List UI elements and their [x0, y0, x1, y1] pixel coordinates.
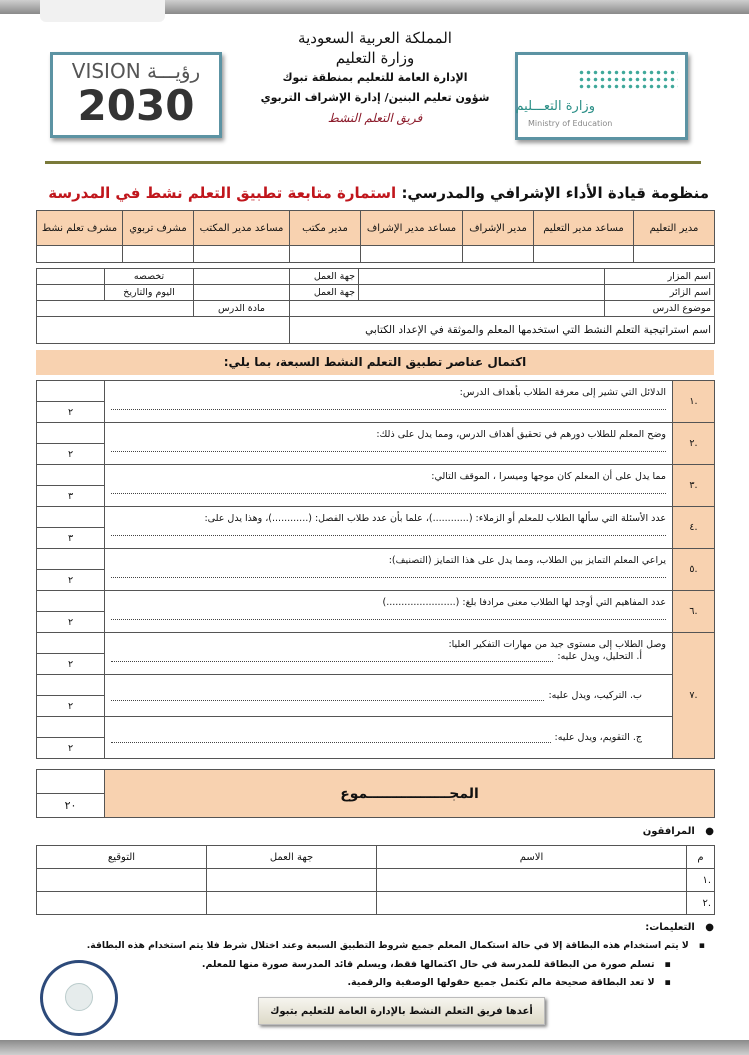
visitor-field[interactable]: [359, 285, 605, 301]
work-field[interactable]: [207, 892, 377, 915]
criterion-answer-line[interactable]: [111, 568, 666, 578]
ministry-name: وزارة التعليم: [335, 49, 415, 67]
criterion-answer-line[interactable]: [111, 652, 553, 662]
title-highlight: استمارة متابعة تطبيق التعلم نشط في المدرسة: [48, 184, 397, 202]
max-score: ٢: [37, 654, 105, 675]
stamp-seal: [40, 960, 118, 1036]
companions-label: ● المرافقون: [642, 826, 714, 837]
vision-arabic: رؤيـــة: [147, 59, 201, 83]
role-check-cell[interactable]: [361, 246, 463, 263]
obtained-score-cell[interactable]: [37, 717, 105, 738]
role-header: مساعد مدير الإشراف: [361, 211, 463, 246]
name-field[interactable]: [377, 869, 687, 892]
role-header: مساعد مدير التعليم: [534, 211, 634, 246]
vision-year: 2030: [77, 81, 195, 130]
moe-dots-icon: [578, 69, 678, 91]
moe-arabic: وزارة التعـــليم: [515, 99, 595, 114]
criteria-table: [36, 380, 715, 759]
signature-field[interactable]: [37, 892, 207, 915]
vision-2030-logo: [50, 52, 222, 138]
max-score: ٢: [37, 612, 105, 633]
max-score: ٢: [37, 570, 105, 591]
header-text: [255, 28, 495, 128]
max-score: ٣: [37, 528, 105, 549]
obtained-score-cell[interactable]: [37, 675, 105, 696]
obtained-score-cell[interactable]: [37, 633, 105, 654]
visitor-label: اسم الزائر: [605, 285, 715, 301]
team-name: فريق التعلم النشط: [327, 111, 423, 125]
total-label: المجـــــــــــــــــموع: [105, 770, 715, 818]
col-index: م: [687, 846, 715, 869]
specialty-field[interactable]: [37, 269, 105, 285]
criterion-answer-line[interactable]: [111, 442, 666, 452]
ministry-of-education-logo: [515, 52, 688, 140]
kingdom-name: المملكة العربية السعودية: [298, 29, 452, 47]
obtained-score-cell[interactable]: [37, 381, 105, 402]
item-number: .٣: [673, 465, 715, 507]
topic-label: موضوع الدرس: [605, 301, 715, 317]
header-divider: [45, 161, 701, 164]
criterion-label: يراعي المعلم التمايز بين الطلاب، ومما يدل على هذا التمايز (التصنيف):: [388, 555, 666, 566]
obtained-score-cell[interactable]: [37, 549, 105, 570]
col-name: الاسم: [377, 846, 687, 869]
sub-criterion-label: أ. التحليل، ويدل عليه:: [557, 651, 642, 662]
max-score: ٢: [37, 402, 105, 423]
role-header: مساعد مدير المكتب: [194, 211, 290, 246]
criterion-text: [105, 717, 673, 759]
specialty-label: تخصصه: [105, 269, 194, 285]
criterion-label: مما يدل على أن المعلم كان موجها وميسرا ، الموقف التالي:: [431, 471, 666, 482]
name-field[interactable]: [377, 892, 687, 915]
criterion-answer-line[interactable]: [111, 400, 666, 410]
obtained-score-cell[interactable]: [37, 507, 105, 528]
criterion-label: عدد المفاهيم التي أوجد لها الطلاب معنى مرادفا بلغ: (.......................): [382, 597, 666, 608]
criterion-text: [105, 423, 673, 465]
criterion-label: الدلائل التي تشير إلى معرفة الطلاب بأهداف الدرس:: [459, 387, 666, 398]
item-number: .٢: [673, 423, 715, 465]
max-score: ٢: [37, 738, 105, 759]
item-number: .٧: [673, 633, 715, 759]
criterion-text: [105, 507, 673, 549]
obtained-score-cell[interactable]: [37, 465, 105, 486]
role-header: مدير الإشراف: [463, 211, 534, 246]
role-header: مشرف تعلم نشط: [37, 211, 123, 246]
role-header: مدير مكتب: [290, 211, 361, 246]
row-index: .١: [687, 869, 715, 892]
instructions-label: ● التعليمات:: [645, 922, 714, 933]
col-work: جهة العمل: [207, 846, 377, 869]
instruction-item: ▪ لا يتم استخدام هذه البطاقة إلا في حالة استكمال المعلم جميع شروط التطبيق السبعة وعند اختلال شرط فلا يتم استخدام هذه البطاقة.: [87, 940, 705, 951]
section-title: اكتمال عناصر تطبيق التعلم النشط السبعة، بما يلي:: [36, 350, 714, 375]
max-score: ٢: [37, 696, 105, 717]
subject-label: مادة الدرس: [194, 301, 290, 317]
department-name: شؤون تعليم البنين/ إدارة الإشراف التربوي: [260, 91, 490, 104]
companions-label-text: المرافقون: [642, 826, 695, 837]
obtained-score-cell[interactable]: [37, 423, 105, 444]
criterion-text: [105, 381, 673, 423]
directorate-name: الإدارة العامة للتعليم بمنطقة تبوك: [282, 71, 468, 84]
criterion-text: [105, 465, 673, 507]
role-check-cell[interactable]: [290, 246, 361, 263]
role-check-cell[interactable]: [37, 246, 123, 263]
instruction-item: ▪ تسلم صورة من البطاقة للمدرسة في حال اكتمالها فقط، ويسلم قائد المدرسة صورة منها للمعلم.: [202, 959, 671, 970]
item-number: .٦: [673, 591, 715, 633]
criterion-label: وصل الطلاب إلى مستوى جيد من مهارات التفكير العليا:: [448, 639, 666, 650]
moe-english: Ministry of Education: [528, 119, 613, 128]
role-header: مشرف تربوي: [123, 211, 194, 246]
criterion-label: وضح المعلم للطلاب دورهم في تحقيق أهداف الدرس، ومما يدل على ذلك:: [376, 429, 666, 440]
visit-info-table: [36, 268, 715, 344]
prepared-by-button[interactable]: أعدها فريق التعلم النشط بالإدارة العامة للتعليم بتبوك: [258, 997, 545, 1025]
page-tab: [40, 0, 165, 22]
row-index: .٢: [687, 892, 715, 915]
subject-field[interactable]: [37, 301, 194, 317]
criterion-answer-line[interactable]: [111, 484, 666, 494]
instruction-item: ▪ لا تعد البطاقة صحيحة مالم تكتمل جميع حقولها الوصفية والرقمية.: [347, 977, 671, 988]
criterion-answer-line[interactable]: [111, 526, 666, 536]
date-label: اليوم والتاريخ: [105, 285, 194, 301]
role-check-cell[interactable]: [194, 246, 290, 263]
signature-field[interactable]: [37, 869, 207, 892]
sub-criterion-label: ب. التركيب، ويدل عليه:: [548, 690, 642, 701]
total-max-score: ٢٠: [37, 794, 105, 818]
criterion-text: [105, 549, 673, 591]
form-title: [48, 184, 709, 202]
title-main: منظومة قيادة الأداء الإشرافي والمدرسي:: [401, 184, 709, 202]
bottom-bar: [0, 1040, 749, 1055]
max-score: ٢: [37, 444, 105, 465]
instructions-label-text: التعليمات:: [645, 922, 695, 933]
vision-word: VISION: [71, 59, 141, 83]
item-number: .١: [673, 381, 715, 423]
max-score: ٣: [37, 486, 105, 507]
obtained-score-cell[interactable]: [37, 591, 105, 612]
work-field[interactable]: [207, 869, 377, 892]
date-field[interactable]: [37, 285, 105, 301]
role-check-cell[interactable]: [634, 246, 715, 263]
visitor-work-field[interactable]: [194, 285, 290, 301]
role-check-cell[interactable]: [534, 246, 634, 263]
work-label: جهة العمل: [290, 285, 359, 301]
item-number: .٥: [673, 549, 715, 591]
strategy-field[interactable]: [37, 317, 290, 344]
sub-criterion-label: ج. التقويم، ويدل عليه:: [554, 732, 642, 743]
work-label: جهة العمل: [290, 269, 359, 285]
companions-table: [36, 845, 715, 915]
topic-field[interactable]: [290, 301, 605, 317]
role-check-cell[interactable]: [463, 246, 534, 263]
criterion-text: [105, 591, 673, 633]
item-number: .٤: [673, 507, 715, 549]
criterion-answer-line[interactable]: [111, 610, 666, 620]
strategy-label: اسم استراتيجية التعلم النشط التي استخدمها المعلم والموثقة في الإعداد الكتابي: [290, 317, 715, 344]
visited-field[interactable]: [359, 269, 605, 285]
criterion-text: [105, 633, 673, 675]
total-obtained-cell[interactable]: [37, 770, 105, 794]
roles-table: [36, 210, 715, 263]
criterion-answer-line[interactable]: [111, 691, 544, 701]
criterion-answer-line[interactable]: [111, 733, 551, 743]
visited-label: اسم المزار: [605, 269, 715, 285]
total-table: [36, 769, 715, 818]
criterion-label: عدد الأسئلة التي سألها الطلاب للمعلم أو الزملاء: (............)، علما بأن عدد طلاب الفصل: (............)، وهذا يدل على:: [204, 513, 666, 524]
role-check-cell[interactable]: [123, 246, 194, 263]
criterion-text: [105, 675, 673, 717]
col-signature: التوقيع: [37, 846, 207, 869]
visited-work-field[interactable]: [194, 269, 290, 285]
role-header: مدير التعليم: [634, 211, 715, 246]
stamp-emblem-icon: [65, 983, 93, 1011]
